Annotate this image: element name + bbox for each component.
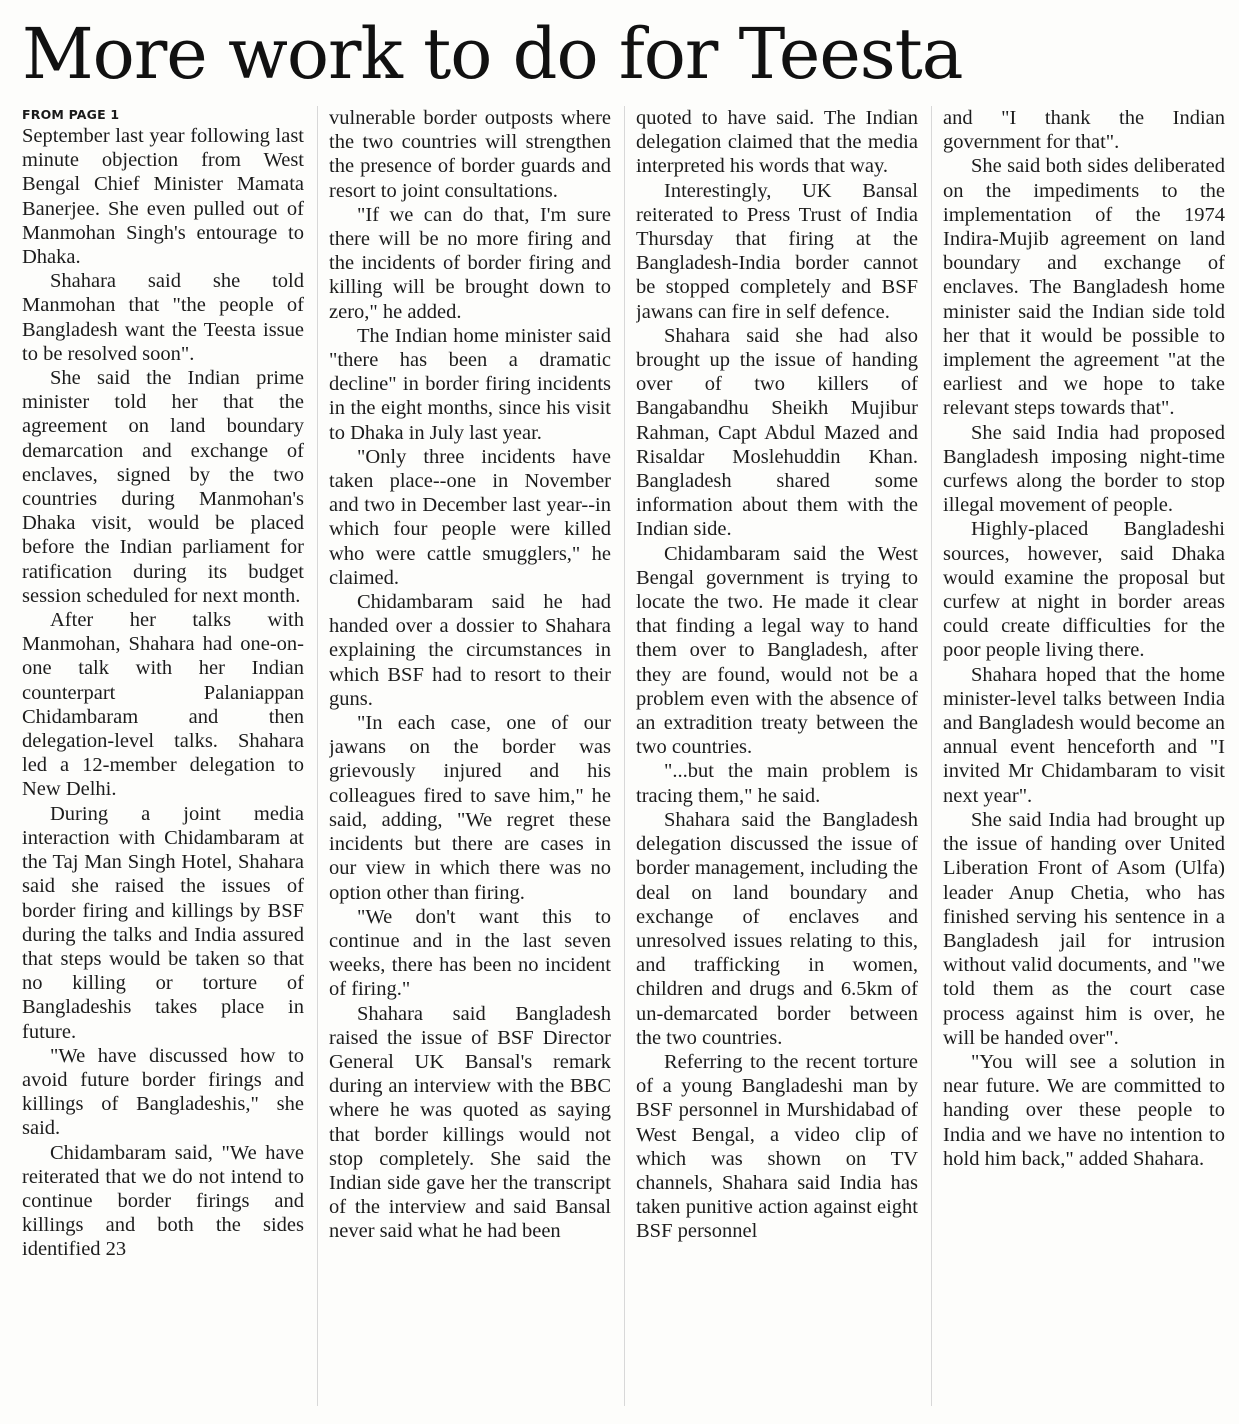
paragraph: Referring to the recent torture of a young Bangladeshi man by BSF personnel in Murshidabad of West Bengal, a video clip of which was shown on TV channels, Shahara said India has taken punitive action against eight BSF personnel [636,1050,918,1243]
paragraph: During a joint media interaction with Chidambaram at the Taj Man Singh Hotel, Shahara said she raised the issues of border firing and killings by BSF during the talks and India assured that steps would be taken so that no killing or torture of Bangladeshis takes place in future. [22,802,304,1043]
paragraph: Chidambaram said the West Bengal government is trying to locate the two. He made it clear that finding a legal way to hand them over to Bangladesh, after they are found, would not be a problem even with the absence of an extradition treaty between the two countries. [636,542,918,759]
paragraph: "In each case, one of our jawans on the border was grievously injured and his colleagues fired to save him," he said, adding, "We regret these incidents but there are cases in our view in which there was no option other than firing. [329,712,611,904]
paragraph: She said India had brought up the issue of handing over United Liberation Front of Asom (Ulfa) leader Anup Chetia, who has finished serving his sentence in a Bangladesh jail for intrusion without valid documents, and "we told them as the court case process against him is over, he will be handed over". [943,808,1225,1049]
paragraph: Shahara hoped that the home minister-level talks between India and Bangladesh would become an annual event henceforth and "I invited Mr Chidambaram to visit next year". [943,663,1225,807]
paragraph: Chidambaram said, "We have reiterated that we do not intend to continue border firings and killings and both the sides identified 23 [22,1141,304,1261]
kicker-from-page-1: FROM PAGE 1 [22,107,120,122]
column-2 [329,106,611,1418]
headline: More work to do for Teesta [22,13,963,95]
paragraph: quoted to have said. The Indian delegation claimed that the media interpreted his words that way. [636,107,918,178]
paragraph: The Indian home minister said "there has been a dramatic decline" in border firing incidents in the eight months, since his visit to Dhaka in July last year. [329,324,611,444]
paragraph: "If we can do that, I'm sure there will be no more firing and the incidents of border firing and killing will be brought down to zero," he added. [329,203,611,323]
paragraph: Shahara said Bangladesh raised the issue of BSF Director General UK Bansal's remark during an interview with the BBC where he was quoted as saying that border killings would not stop completely. She said the Indian side gave her the transcript of the interview and said Bansal never said what he had been [329,1002,611,1243]
paragraph: "Only three incidents have taken place--one in November and two in December last year--in which four people were killed who were cattle smugglers," he claimed. [329,445,611,589]
paragraph: Shahara said the Bangladesh delegation discussed the issue of border management, including the deal on land boundary and exchange of enclaves and unresolved issues relating to this, and trafficking in women, children and drugs and 6.5km of un-demarcated border between the two countries. [636,808,918,1049]
paragraph: She said both sides deliberated on the impediments to the implementation of the 1974 Indira-Mujib agreement on land boundary and exchange of enclaves. The Bangladesh home minister said the Indian side told her that it would be possible to implement the agreement "at the earliest and we hope to take relevant steps towards that". [943,155,1225,420]
paragraph: Interestingly, UK Bansal reiterated to Press Trust of India Thursday that firing at the Bangladesh-India border cannot be stopped completely and BSF jawans can fire in self defence. [636,179,918,323]
paragraph: After her talks with Manmohan, Shahara had one-on-one talk with her Indian counterpart Palaniappan Chidambaram and then delegation-level talks. Shahara led a 12-member delegation to New Delhi. [22,609,304,801]
paragraph: September last year following last minute objection from West Bengal Chief Minister Mamata Banerjee. She even pulled out of Manmohan Singh's entourage to Dhaka. [22,125,304,269]
paragraph: and "I thank the Indian government for that". [943,107,1225,154]
paragraph: Chidambaram said he had handed over a dossier to Shahara explaining the circumstances in which BSF had to resort to their guns. [329,591,611,710]
paragraph: She said the Indian prime minister told her that the agreement on land boundary demarcation and exchange of enclaves, signed by the two countries during Manmohan's Dhaka visit, would be placed before the Indian parliament for ratification during its budget session scheduled for next month. [22,367,304,607]
paragraph: Highly-placed Bangladeshi sources, however, said Dhaka would examine the proposal but curfew at night in border areas could create difficulties for the poor people living there. [943,518,1225,662]
paragraph: "We don't want this to continue and in the last seven weeks, there has been no incident of firing." [329,905,611,1001]
article-body [22,106,1226,1418]
paragraph: "We have discussed how to avoid future border firings and killings of Bangladeshis," she said. [22,1044,304,1140]
paragraph: Shahara said she told Manmohan that "the people of Bangladesh want the Teesta issue to be resolved soon". [22,270,304,365]
paragraph: She said India had proposed Bangladesh imposing night-time curfews along the border to stop illegal movement of people. [943,421,1225,517]
column-4 [943,106,1225,1418]
paragraph: "...but the main problem is tracing them," he said. [636,760,918,807]
paragraph: Shahara said she had also brought up the issue of handing over of two killers of Bangabandhu Sheikh Mujibur Rahman, Capt Abdul Mazed and Risaldar Moslehuddin Khan. Bangladesh shared some information about them with the Indian side. [636,324,918,541]
paragraph: "You will see a solution in near future. We are committed to handing over these people to India and we have no intention to hold him back," added Shahara. [943,1050,1225,1170]
column-3 [636,106,918,1418]
paragraph: vulnerable border outposts where the two countries will strengthen the presence of border guards and resort to joint consultations. [329,107,611,202]
column-1 [22,106,304,1418]
